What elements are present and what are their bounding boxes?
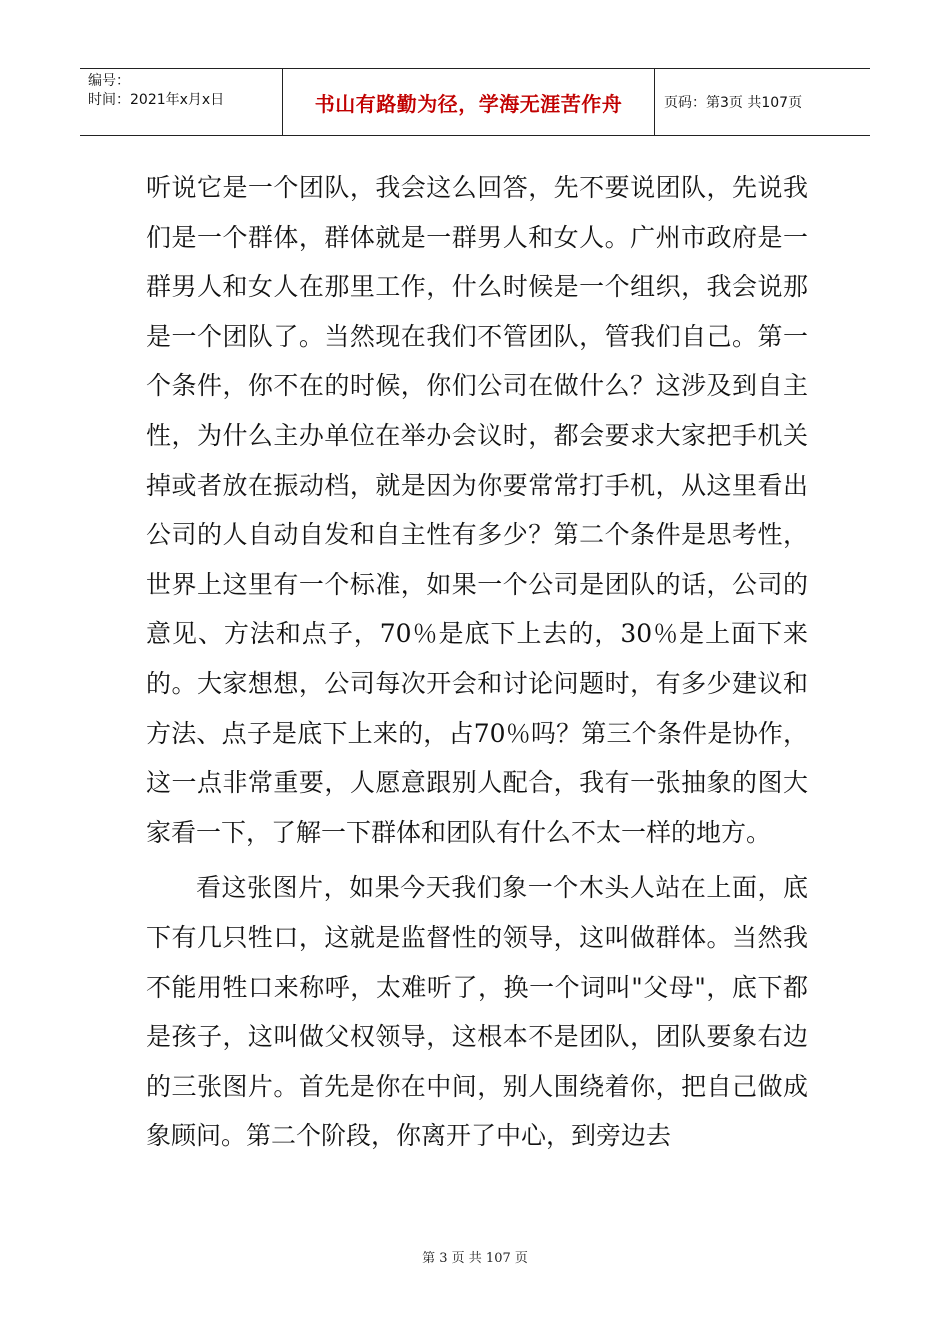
document-body [146,163,808,1161]
date-label: 时间：2021年x月x日 [88,92,225,108]
page-footer: 第 3 页 共 107 页 [422,1251,528,1266]
motto-text: 书山有路勤为径，学海无涯苦作舟 [314,91,623,116]
header-meta-cell [80,69,283,135]
page-info: 页码：第3页 共107页 [664,95,803,111]
number-label: 编号： [88,73,130,89]
header-page-cell [655,69,870,135]
document-header [80,68,870,136]
body-paragraph-1: 听说它是一个团队，我会这么回答，先不要说团队，先说我们是一个群体，群体就是一群男人和女人。广州市政府是一群男人和女人在那里工作，什么时候是一个组织，我会说那是一个团队了。当然现在我们不管团队，管我们自己。第一个条件，你不在的时候，你们公司在做什么？这涉及到自主性，为什么主办单位在举办会议时，都会要求大家把手机关掉或者放在振动档，就是因为你要常常打手机，从这里看出公司的人自动自发和自主性有多少？第二个条件是思考性，世界上这里有一个标准，如果一个公司是团队的话，公司的意见、方法和点子，70％是底下上去的，30％是上面下来的。大家想想，公司每次开会和讨论问题时，有多少建议和方法、点子是底下上来的，占70％吗？第三个条件是协作，这一点非常重要，人愿意跟别人配合，我有一张抽象的图大家看一下，了解一下群体和团队有什么不太一样的地方。 [146,173,808,847]
header-motto-cell [283,69,655,135]
body-paragraph-2: 看这张图片，如果今天我们象一个木头人站在上面，底下有几只牲口，这就是监督性的领导，这叫做群体。当然我不能用牲口来称呼，太难听了，换一个词叫"父母"，底下都是孩子，这叫做父权领导，这根本不是团队，团队要象右边的三张图片。首先是你在中间，别人围绕着你，把自己做成象顾问。第二个阶段，你离开了中心，到旁边去 [146,873,808,1151]
